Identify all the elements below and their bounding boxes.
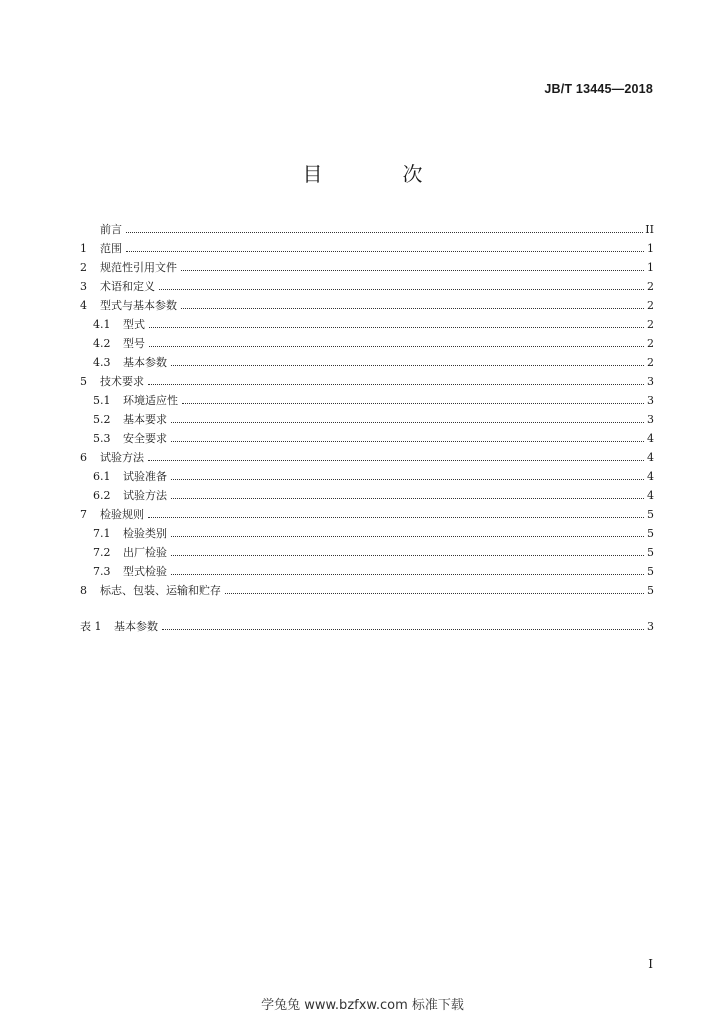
toc-entry-page: 5 — [647, 527, 654, 540]
toc-entry-number: 表 1 — [80, 620, 102, 633]
toc-entry-number: 4 — [80, 299, 87, 312]
toc-entry-page: II — [645, 223, 654, 236]
toc-entry[interactable] — [80, 257, 654, 276]
toc-entry-label: 检验类别 — [123, 527, 167, 540]
toc-entry-page: 2 — [647, 337, 654, 350]
toc-entry-page: 4 — [647, 451, 654, 464]
toc-entry[interactable] — [80, 542, 654, 561]
toc-dot-leader — [162, 616, 644, 630]
toc-entry-number: 6.1 — [93, 470, 111, 483]
toc-entry-label: 型式检验 — [123, 565, 167, 578]
toc-entry-number: 4.3 — [93, 356, 111, 369]
toc-entry[interactable] — [80, 447, 654, 466]
toc-entry[interactable] — [80, 238, 654, 257]
toc-entry[interactable] — [80, 504, 654, 523]
toc-dot-leader — [149, 314, 644, 328]
toc-entry-label: 型号 — [123, 337, 145, 350]
toc-dot-leader — [171, 561, 644, 575]
toc-entry-label: 型式 — [123, 318, 145, 331]
toc-entry[interactable] — [80, 352, 654, 371]
toc-entry-number: 3 — [80, 280, 87, 293]
toc-entry[interactable] — [80, 333, 654, 352]
toc-entry-number: 2 — [80, 261, 87, 274]
toc-entry-label: 环境适应性 — [123, 394, 178, 407]
toc-dot-leader — [171, 542, 644, 556]
toc-entry[interactable] — [80, 314, 654, 333]
toc-entry-label: 基本参数 — [114, 620, 158, 633]
toc-dot-leader — [171, 485, 644, 499]
toc-entry-label: 出厂检验 — [123, 546, 167, 559]
toc-dot-leader — [171, 352, 644, 366]
toc-entry-page: 3 — [647, 620, 654, 633]
toc-dot-leader — [148, 447, 644, 461]
toc-entry[interactable] — [80, 428, 654, 447]
toc-entry-number: 4.1 — [93, 318, 111, 331]
toc-entry-page: 3 — [647, 394, 654, 407]
toc-entry[interactable] — [80, 371, 654, 390]
toc-entry[interactable] — [80, 561, 654, 580]
toc-entry[interactable] — [80, 295, 654, 314]
toc-entry-page: 4 — [647, 470, 654, 483]
toc-entry[interactable] — [80, 276, 654, 295]
standard-code: JB/T 13445—2018 — [544, 82, 653, 96]
toc-dot-leader — [148, 504, 644, 518]
page-number: I — [648, 957, 653, 971]
toc-entry[interactable] — [80, 466, 654, 485]
toc-entry-page: 4 — [647, 432, 654, 445]
toc-dot-leader — [171, 523, 644, 537]
toc-entry-label: 规范性引用文件 — [100, 261, 177, 274]
toc-entry-number: 7.2 — [93, 546, 111, 559]
toc-dot-leader — [149, 333, 644, 347]
toc-dot-leader — [225, 580, 644, 594]
toc-entry-number: 4.2 — [93, 337, 111, 350]
toc-entry-page: 5 — [647, 546, 654, 559]
toc-entry-label: 试验方法 — [100, 451, 144, 464]
toc-entry[interactable] — [80, 390, 654, 409]
toc-entry-number: 5.3 — [93, 432, 111, 445]
toc-entry-number: 7 — [80, 508, 87, 521]
toc-entry-label: 前言 — [100, 223, 122, 236]
toc-dot-leader — [126, 219, 643, 233]
toc-entry-number: 5.1 — [93, 394, 111, 407]
toc-entry-label: 范围 — [100, 242, 122, 255]
toc-dot-leader — [126, 238, 644, 252]
toc-entry-label: 术语和定义 — [100, 280, 155, 293]
toc-dot-leader — [181, 257, 644, 271]
toc-entry-page: 5 — [647, 508, 654, 521]
toc-entry-label: 试验方法 — [123, 489, 167, 502]
toc-entry-page: 1 — [647, 261, 654, 274]
toc-dot-leader — [171, 409, 644, 423]
toc-entry-page: 5 — [647, 584, 654, 597]
toc-entry-label: 试验准备 — [123, 470, 167, 483]
toc-entry[interactable] — [80, 485, 654, 504]
toc-entry-page: 1 — [647, 242, 654, 255]
toc-entry-number: 5 — [80, 375, 87, 388]
toc-entry-number: 6 — [80, 451, 87, 464]
toc-dot-leader — [171, 466, 644, 480]
toc-entry-label: 基本要求 — [123, 413, 167, 426]
toc-entry-number: 1 — [80, 242, 87, 255]
toc-table-entry[interactable] — [80, 616, 654, 635]
toc-entry-page: 2 — [647, 280, 654, 293]
watermark: 学兔兔 www.bzfxw.com 标准下载 — [261, 998, 464, 1013]
toc-entry-number: 7.1 — [93, 527, 111, 540]
toc-entry-page: 2 — [647, 318, 654, 331]
toc-entry-number: 8 — [80, 584, 87, 597]
toc-entry-page: 5 — [647, 565, 654, 578]
toc-dot-leader — [171, 428, 644, 442]
toc-entry-label: 型式与基本参数 — [100, 299, 177, 312]
toc-entry-page: 3 — [647, 375, 654, 388]
table-of-contents — [80, 219, 654, 635]
toc-dot-leader — [148, 371, 644, 385]
toc-entry[interactable] — [80, 580, 654, 599]
page-title: 目 次 — [302, 162, 453, 186]
toc-dot-leader — [181, 295, 644, 309]
toc-entry-number: 6.2 — [93, 489, 111, 502]
toc-entry[interactable] — [80, 409, 654, 428]
toc-entry-label: 安全要求 — [123, 432, 167, 445]
toc-entry-page: 2 — [647, 299, 654, 312]
toc-dot-leader — [182, 390, 644, 404]
toc-entry-label: 基本参数 — [123, 356, 167, 369]
toc-entry[interactable] — [80, 219, 654, 238]
toc-entry-page: 3 — [647, 413, 654, 426]
toc-entry-number: 5.2 — [93, 413, 111, 426]
toc-entry[interactable] — [80, 523, 654, 542]
toc-entry-number: 7.3 — [93, 565, 111, 578]
toc-entry-page: 4 — [647, 489, 654, 502]
toc-dot-leader — [159, 276, 644, 290]
toc-entry-label: 技术要求 — [100, 375, 144, 388]
toc-entry-label: 标志、包装、运输和贮存 — [100, 584, 221, 597]
toc-entry-page: 2 — [647, 356, 654, 369]
toc-entry-label: 检验规则 — [100, 508, 144, 521]
